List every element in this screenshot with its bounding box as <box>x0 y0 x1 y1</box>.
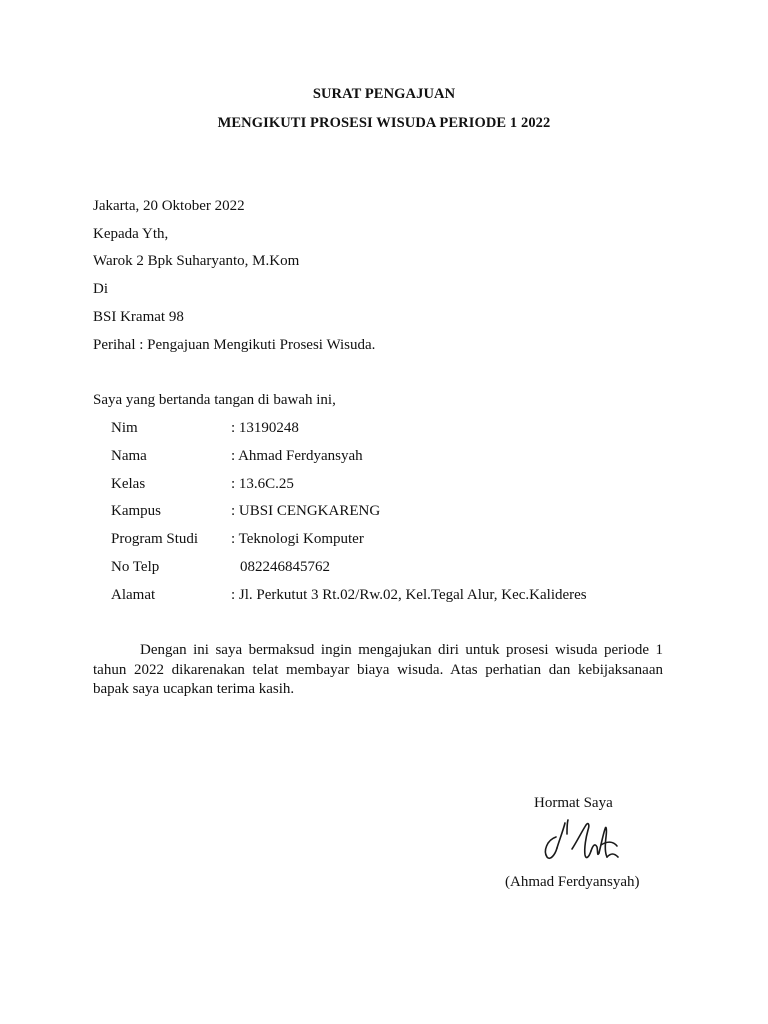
field-row-no-telp <box>111 559 731 579</box>
body-paragraph: Dengan ini saya bermaksud ingin mengajukan diri untuk prosesi wisuda periode 1 tahun 2022 dikarenakan telat membayar biaya wisuda. Atas perhatian dan kebijaksanaan bapak saya ucapkan terima kasih. <box>93 642 663 697</box>
letter-subtitle: MENGIKUTI PROSESI WISUDA PERIODE 1 2022 <box>217 115 551 131</box>
letter-title: SURAT PENGAJUAN <box>312 86 456 102</box>
field-row-nama <box>111 448 731 468</box>
field-label: No Telp <box>111 559 160 575</box>
intro-line: Saya yang bertanda tangan di bawah ini, <box>93 392 336 408</box>
field-value: : UBSI CENGKARENG <box>231 503 381 519</box>
field-value: : 13.6C.25 <box>231 476 294 492</box>
field-value: 082246845762 <box>240 559 330 575</box>
di-label: Di <box>93 281 108 297</box>
subject-line: Perihal : Pengajuan Mengikuti Prosesi Wisuda. <box>93 337 376 353</box>
field-value: : Jl. Perkutut 3 Rt.02/Rw.02, Kel.Tegal Alur, Kec.Kalideres <box>231 587 587 603</box>
signatory-name: (Ahmad Ferdyansyah) <box>505 874 640 890</box>
field-label: Nim <box>111 420 138 436</box>
field-label: Alamat <box>111 587 156 603</box>
field-label: Kelas <box>111 476 146 492</box>
field-label: Kampus <box>111 503 161 519</box>
place-date: Jakarta, 20 Oktober 2022 <box>93 198 245 214</box>
field-row-alamat <box>111 587 731 607</box>
field-row-kampus <box>111 503 731 523</box>
field-row-kelas <box>111 476 731 496</box>
closing: Hormat Saya <box>534 795 613 811</box>
salutation: Kepada Yth, <box>93 226 169 242</box>
field-label: Program Studi <box>111 531 199 547</box>
field-label: Nama <box>111 448 147 464</box>
signature-image <box>523 815 625 867</box>
field-value: : 13190248 <box>231 420 299 436</box>
field-value: : Ahmad Ferdyansyah <box>231 448 363 464</box>
field-row-program-studi <box>111 531 731 551</box>
recipient: Warok 2 Bpk Suharyanto, M.Kom <box>93 253 300 269</box>
field-row-nim <box>111 420 731 440</box>
field-value: : Teknologi Komputer <box>231 531 364 547</box>
recipient-location: BSI Kramat 98 <box>93 309 184 325</box>
